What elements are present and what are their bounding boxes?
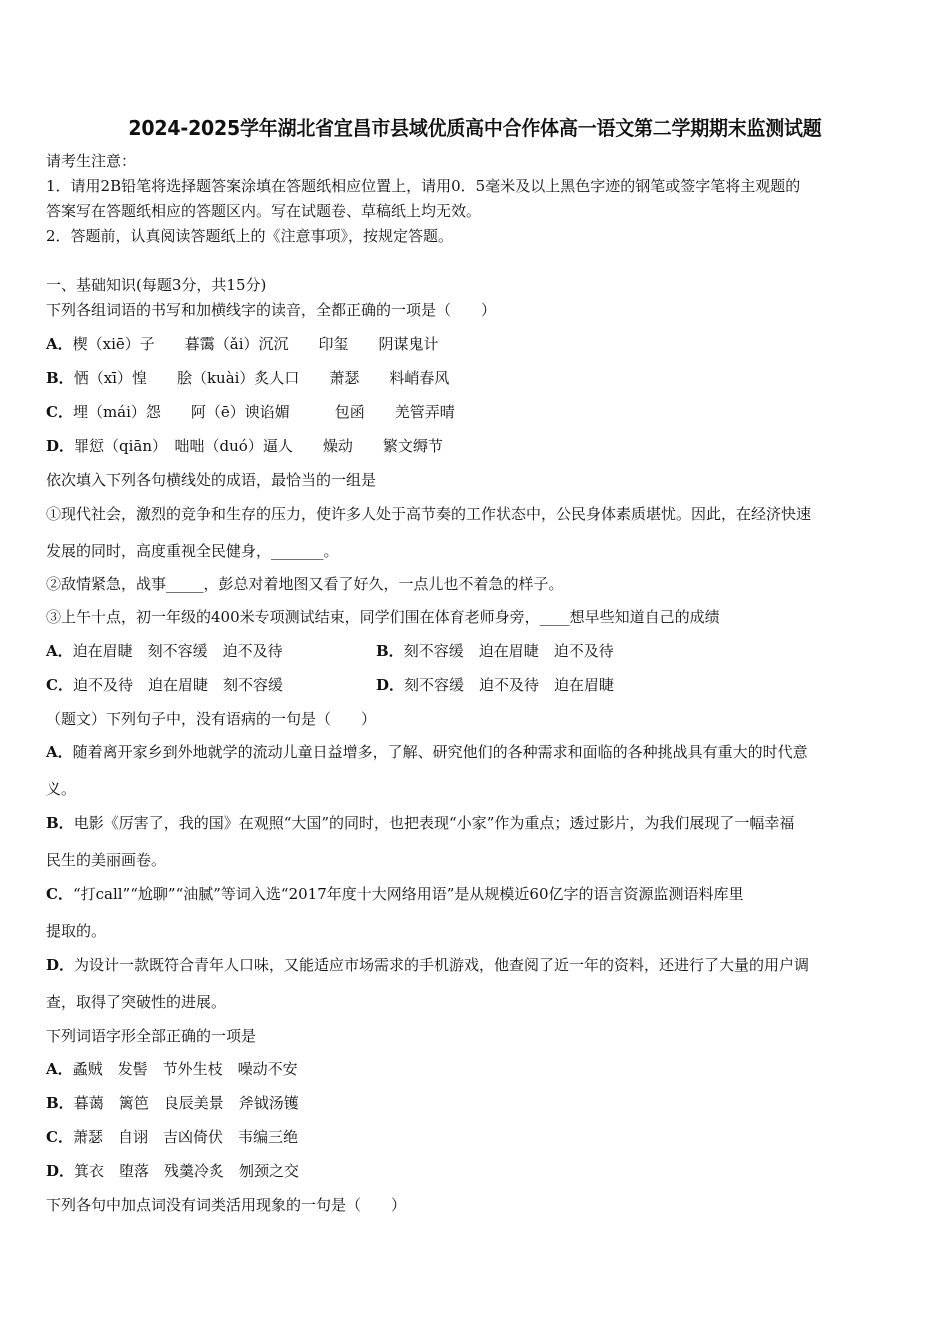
option-text: 暮蔼 篱笆 良辰美景 斧钺汤镬 bbox=[73, 1094, 299, 1112]
option-text: 电影《厉害了，我的国》在观照“大国”的同时，也把表现“小家”作为重点；透过影片，为我们展现了一幅幸福 bbox=[73, 814, 795, 832]
q4-option-d bbox=[46, 1161, 299, 1181]
option-label: C． bbox=[46, 885, 73, 903]
option-text: 刻不容缓 迫在眉睫 迫不及待 bbox=[403, 642, 614, 660]
notice-heading: 请考生注意： bbox=[46, 152, 137, 170]
q1-option-b bbox=[46, 368, 449, 388]
q3-option-a-line1 bbox=[46, 742, 808, 762]
q3-option-c-line2: 提取的。 bbox=[46, 922, 107, 940]
q3-option-b-line2: 民生的美丽画卷。 bbox=[46, 851, 167, 869]
option-label: A． bbox=[46, 743, 73, 761]
q2-option-a bbox=[46, 641, 283, 661]
notice-line-1b: 答案写在答题纸相应的答题区内。写在试题卷、草稿纸上均无效。 bbox=[46, 202, 482, 220]
option-text: 萧瑟 自诩 吉凶倚伏 韦编三绝 bbox=[72, 1128, 298, 1146]
option-label: C． bbox=[46, 403, 73, 421]
option-text: 刻不容缓 迫不及待 迫在眉睫 bbox=[404, 676, 615, 694]
q2-option-b bbox=[376, 641, 614, 661]
option-label: D． bbox=[46, 437, 75, 455]
option-text: “打call”“尬聊”“油腻”等词入选“2017年度十大网络用语”是从规模近60亿字的语言资源监测语料库里 bbox=[72, 885, 744, 903]
option-text: 埋（mái）怨 阿（ē）谀谄媚 包函 羌管弄晴 bbox=[72, 403, 455, 421]
option-label: B． bbox=[46, 1094, 74, 1112]
option-text: 随着离开家乡到外地就学的流动儿童日益增多，了解、研究他们的各种需求和面临的各种挑战具有重大的时代意 bbox=[72, 743, 808, 761]
q2-stem: 依次填入下列各句横线处的成语，最恰当的一组是 bbox=[46, 471, 377, 489]
option-text: 恓（xī）惶 脍（kuài）炙人口 萧瑟 料峭春风 bbox=[73, 369, 450, 387]
q5-stem: 下列各句中加点词没有词类活用现象的一句是（ ） bbox=[46, 1196, 407, 1214]
option-label: C． bbox=[46, 1128, 73, 1146]
q4-stem: 下列词语字形全部正确的一项是 bbox=[46, 1027, 257, 1045]
q3-option-d-line1 bbox=[46, 955, 809, 975]
q1-stem: 下列各组词语的书写和加横线字的读音，全都正确的一项是（ ） bbox=[46, 301, 497, 319]
q2-sentence-1b: 发展的同时，高度重视全民健身，_______。 bbox=[46, 542, 339, 560]
option-label: A． bbox=[46, 1060, 73, 1078]
option-text: 迫不及待 迫在眉睫 刻不容缓 bbox=[72, 676, 283, 694]
option-label: D． bbox=[46, 956, 75, 974]
option-text: 楔（xiē）子 暮霭（ǎi）沉沉 印玺 阴谋鬼计 bbox=[72, 335, 439, 353]
notice-line-1a: 1．请用2B铅笔将选择题答案涂填在答题纸相应位置上，请用0．5毫米及以上黑色字迹的钢笔或签字笔将主观题的 bbox=[46, 177, 801, 195]
option-label: B． bbox=[376, 642, 404, 660]
option-label: D． bbox=[46, 1162, 75, 1180]
q3-stem: （题文）下列句子中，没有语病的一句是（ ） bbox=[46, 710, 377, 728]
q2-sentence-1a: ①现代社会，激烈的竞争和生存的压力，使许多人处于高节奏的工作状态中，公民身体素质堪忧。因此，在经济快速 bbox=[46, 505, 812, 523]
option-label: D． bbox=[376, 676, 405, 694]
q1-option-a bbox=[46, 334, 439, 354]
option-label: A． bbox=[46, 642, 73, 660]
q4-option-b bbox=[46, 1093, 299, 1113]
option-label: B． bbox=[46, 369, 74, 387]
page-title: 2024-2025学年湖北省宜昌市县域优质高中合作体高一语文第二学期期末监测试题 bbox=[128, 116, 822, 140]
option-text: 为设计一款既符合青年人口味，又能适应市场需求的手机游戏，他查阅了近一年的资料，还进行了大量的用户调 bbox=[74, 956, 810, 974]
q4-option-a bbox=[46, 1059, 298, 1079]
notice-line-2: 2．答题前，认真阅读答题纸上的《注意事项》，按规定答题。 bbox=[46, 227, 454, 245]
option-label: C． bbox=[46, 676, 73, 694]
q4-option-c bbox=[46, 1127, 298, 1147]
q2-sentence-3: ③上午十点，初一年级的400米专项测试结束，同学们围在体育老师身旁，____想早些知道自己的成绩 bbox=[46, 608, 720, 626]
option-text: 罪愆（qiān） 咄咄（duó）逼人 燥动 繁文缛节 bbox=[74, 437, 443, 455]
q2-option-c bbox=[46, 675, 283, 695]
q1-option-c bbox=[46, 402, 455, 422]
option-text: 箕衣 堕落 残羹冷炙 刎颈之交 bbox=[74, 1162, 300, 1180]
q2-option-d bbox=[376, 675, 614, 695]
q3-option-a-line2: 义。 bbox=[46, 780, 77, 798]
option-label: B． bbox=[46, 814, 74, 832]
q2-sentence-2: ②敌情紧急，战事_____，彭总对着地图又看了好久，一点儿也不着急的样子。 bbox=[46, 575, 564, 593]
section-heading: 一、基础知识(每题3分，共15分) bbox=[46, 276, 267, 294]
option-label: A． bbox=[46, 335, 73, 353]
option-text: 蟊贼 发髻 节外生枝 噪动不安 bbox=[72, 1060, 298, 1078]
q3-option-d-line2: 查，取得了突破性的进展。 bbox=[46, 993, 227, 1011]
q3-option-c-line1 bbox=[46, 884, 744, 904]
q1-option-d bbox=[46, 436, 443, 456]
option-text: 迫在眉睫 刻不容缓 迫不及待 bbox=[72, 642, 283, 660]
q3-option-b-line1 bbox=[46, 813, 794, 833]
